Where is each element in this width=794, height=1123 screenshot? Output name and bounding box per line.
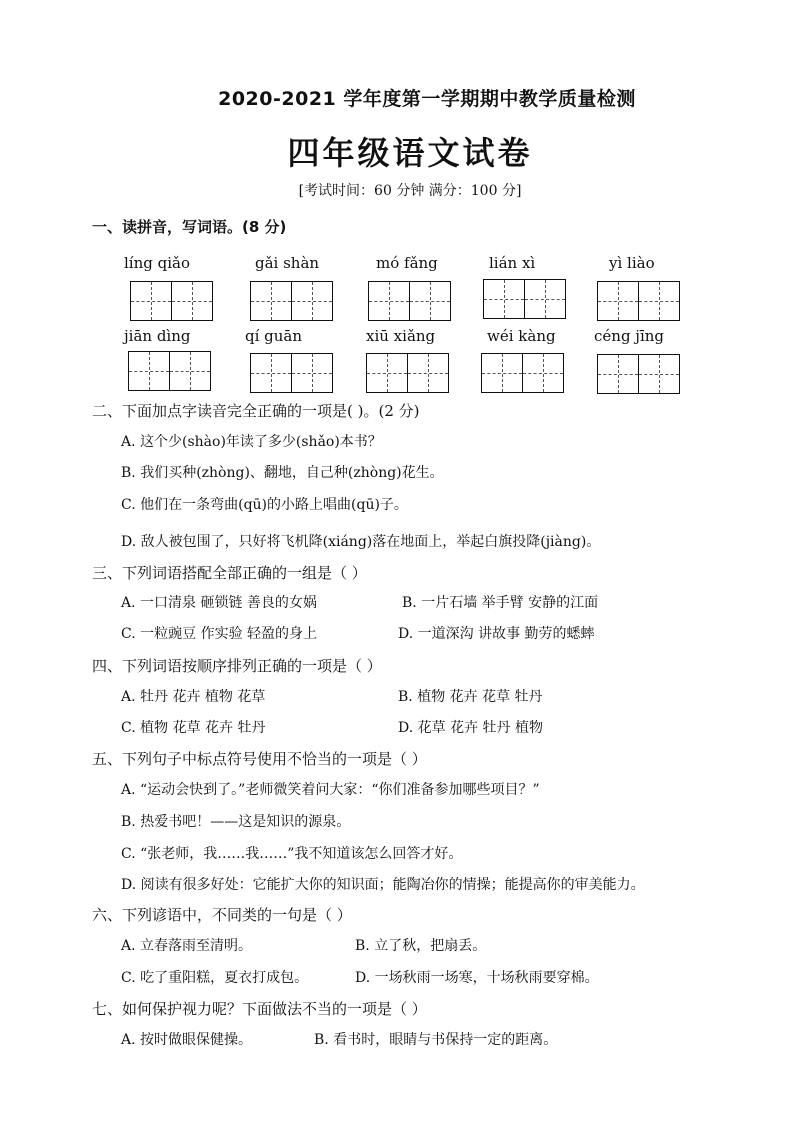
exam-subtitle: 四年级语文试卷 (287, 134, 533, 172)
writing-grid-10[interactable] (597, 354, 680, 394)
pinyin-5: yì liào (609, 254, 655, 272)
q7-option-b[interactable]: B. 看书时，眼睛与书保持一定的距离。 (314, 1032, 558, 1048)
pinyin-3: mó fǎng (376, 254, 438, 272)
q2-option-d[interactable]: D. 敌人被包围了，只好将飞机降(xiáng)落在地面上，举起白旗投降(jiàng)。 (121, 534, 601, 550)
q2-option-c[interactable]: C. 他们在一条弯曲(qū)的小路上唱曲(qū)子。 (121, 497, 408, 513)
q4-option-a[interactable]: A. 牡丹 花卉 植物 花草 (121, 689, 266, 705)
q6-option-b[interactable]: B. 立了秋，把扇丢。 (355, 938, 487, 954)
writing-grid-5[interactable] (597, 281, 680, 321)
q4-heading: 四、下列词语按顺序排列正确的一项是（ ） (92, 657, 382, 675)
q5-option-a[interactable]: A. “运动会快到了。”老师微笑着问大家：“你们准备参加哪些项目？” (121, 782, 540, 798)
pinyin-4: lián xì (489, 254, 536, 272)
pinyin-10: céng jīng (594, 327, 665, 345)
q5-heading: 五、下列句子中标点符号使用不恰当的一项是（ ） (92, 750, 427, 768)
exam-title: 2020-2021 学年度第一学期期中教学质量检测 (218, 88, 636, 110)
q3-option-c[interactable]: C. 一粒豌豆 作实验 轻盈的身上 (121, 626, 318, 642)
writing-grid-4[interactable] (483, 279, 566, 319)
pinyin-6: jiān dìng (124, 327, 191, 345)
writing-grid-6[interactable] (128, 351, 211, 391)
q5-option-d[interactable]: D. 阅读有很多好处：它能扩大你的知识面；能陶冶你的情操；能提高你的审美能力。 (121, 877, 645, 893)
q6-option-a[interactable]: A. 立春落雨至清明。 (121, 938, 253, 954)
pinyin-9: wéi kàng (487, 327, 556, 345)
writing-grid-2[interactable] (250, 281, 333, 321)
q3-option-b[interactable]: B. 一片石墙 举手臂 安静的江面 (402, 595, 599, 611)
q1-heading: 一、读拼音，写词语。(8 分) (92, 218, 287, 236)
writing-grid-3[interactable] (368, 281, 451, 321)
pinyin-1: líng qiǎo (124, 254, 190, 272)
q2-option-a[interactable]: A. 这个少(shào)年读了多少(shǎo)本书？ (121, 434, 382, 450)
q4-option-b[interactable]: B. 植物 花卉 花草 牡丹 (398, 689, 543, 705)
q5-option-c[interactable]: C. “张老师，我……我……”我不知道该怎么回答才好。 (121, 846, 463, 862)
q4-option-c[interactable]: C. 植物 花草 花卉 牡丹 (121, 720, 266, 736)
q4-option-d[interactable]: D. 花草 花卉 牡丹 植物 (398, 720, 543, 736)
q2-heading: 二、下面加点字读音完全正确的一项是( )。(2 分) (92, 402, 420, 420)
q5-option-b[interactable]: B. 热爱书吧！——这是知识的源泉。 (121, 814, 351, 830)
q3-option-a[interactable]: A. 一口清泉 砸锁链 善良的女娲 (121, 595, 317, 611)
exam-meta: [考试时间：60 分钟 满分：100 分] (298, 183, 522, 199)
q2-option-b[interactable]: B. 我们买种(zhòng)、翻地，自己种(zhòng)花生。 (121, 465, 444, 481)
q7-heading: 七、如何保护视力呢？下面做法不当的一项是（ ） (92, 1000, 427, 1018)
q3-option-d[interactable]: D. 一道深沟 讲故事 勤劳的蟋蟀 (398, 626, 595, 642)
writing-grid-1[interactable] (130, 281, 213, 321)
pinyin-7: qí guān (245, 327, 303, 345)
writing-grid-7[interactable] (250, 353, 333, 393)
pinyin-8: xiū xiǎng (366, 327, 436, 345)
q6-option-d[interactable]: D. 一场秋雨一场寒，十场秋雨要穿棉。 (355, 970, 599, 986)
q6-option-c[interactable]: C. 吃了重阳糕，夏衣打成包。 (121, 970, 309, 986)
writing-grid-8[interactable] (366, 353, 449, 393)
q7-option-a[interactable]: A. 按时做眼保健操。 (121, 1032, 253, 1048)
q3-heading: 三、下列词语搭配全部正确的一组是（ ） (92, 564, 367, 582)
writing-grid-9[interactable] (481, 353, 564, 393)
pinyin-2: gǎi shàn (255, 254, 320, 272)
q6-heading: 六、下列谚语中，不同类的一句是（ ） (92, 906, 352, 924)
